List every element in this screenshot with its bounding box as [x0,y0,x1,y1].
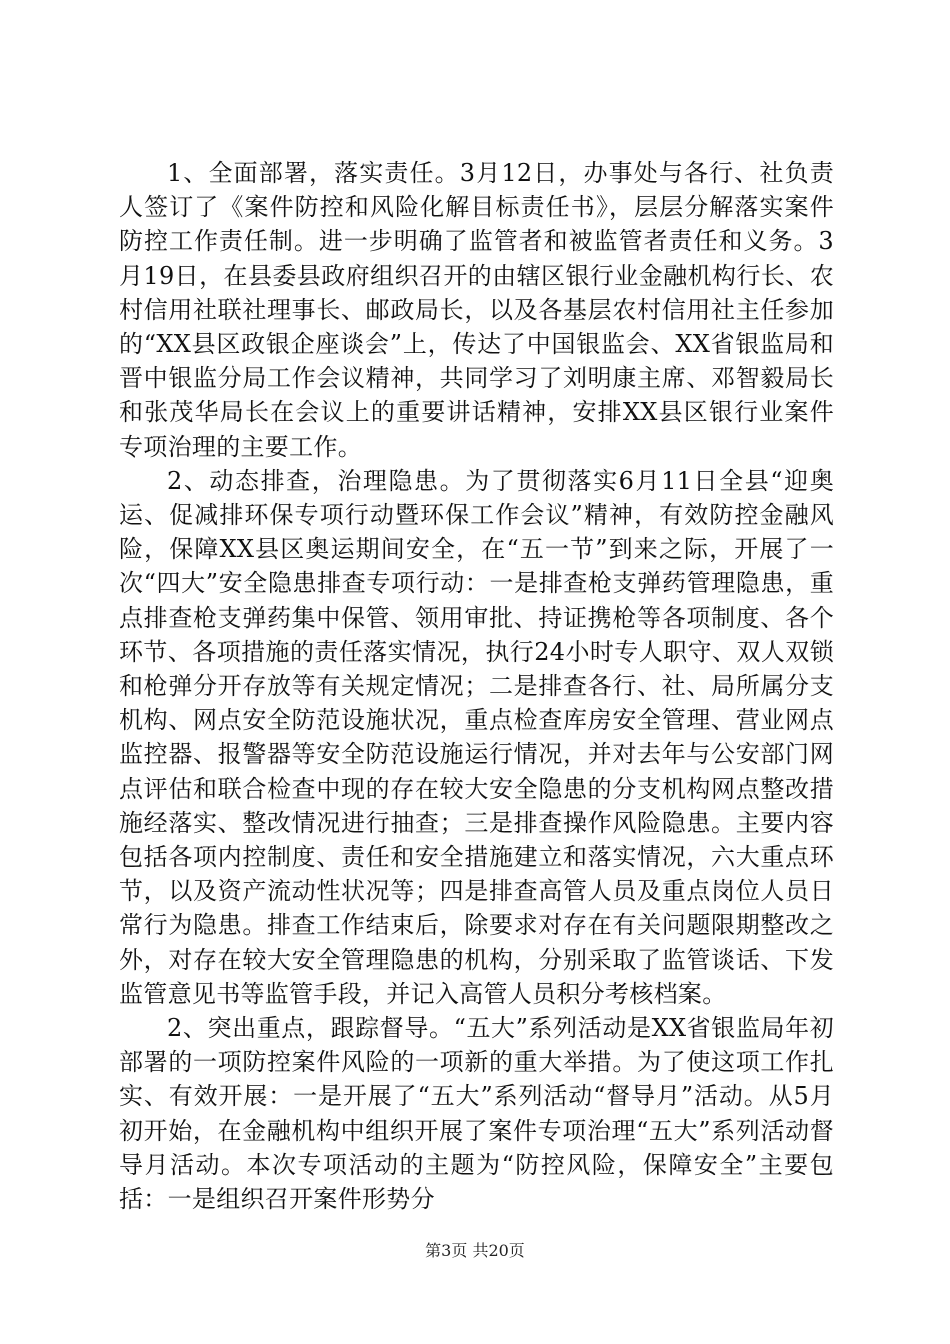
paragraph-comprehensive-deployment: 1、全面部署，落实责任。3月12日，办事处与各行、社负责人签订了《案件防控和风险化解目标责任书》，层层分解落实案件防控工作责任制。进一步明确了监管者和被监管者责任和义务。3月19日，在县委县政府组织召开的由辖区银行业金融机构行长、农村信用社联社理事长、邮政局长，以及各基层农村信用社主任参加的“XX县区政银企座谈会”上，传达了中国银监会、XX省银监局和晋中银监分局工作会议精神，共同学习了刘明康主席、邓智毅局长和张茂华局长在会议上的重要讲话精神，安排XX县区银行业案件专项治理的主要工作。 [119,159,834,461]
paragraph-key-supervision: 2、突出重点，跟踪督导。“五大”系列活动是XX省银监局年初部署的一项防控案件风险的一项新的重大举措。为了使这项工作扎实、有效开展：一是开展了“五大”系列活动“督导月”活动。从5月初开始，在金融机构中组织开展了案件专项治理“五大”系列活动督导月活动。本次专项活动的主题为“防控风险，保障安全”主要包括：一是组织召开案件形势分 [119,1014,834,1214]
paragraph-dynamic-inspection: 2、动态排查，治理隐患。为了贯彻落实6月11日全县“迎奥运、促减排环保专项行动暨环保工作会议”精神，有效防控金融风险，保障XX县区奥运期间安全，在“五一节”到来之际，开展了一次“四大”安全隐患排查专项行动：一是排查枪支弹药管理隐患，重点排查枪支弹药集中保管、领用审批、持证携枪等各项制度、各个环节、各项措施的责任落实情况，执行24小时专人职守、双人双锁和枪弹分开存放等有关规定情况；二是排查各行、社、局所属分支机构、网点安全防范设施状况，重点检查库房安全管理、营业网点监控器、报警器等安全防范设施运行情况，并对去年与公安部门网点评估和联合检查中现的存在较大安全隐患的分支机构网点整改措施经落实、整改情况进行抽查；三是排查操作风险隐患。主要内容包括各项内控制度、责任和安全措施建立和落实情况，六大重点环节，以及资产流动性状况等；四是排查高管人员及重点岗位人员日常行为隐患。排查工作结束后，除要求对存在有关问题限期整改之外，对存在较大安全管理隐患的机构，分别采取了监管谈话、下发监管意见书等监管手段，并记入高管人员积分考核档案。 [119,466,834,1008]
page-number-footer: 第3页 共20页 [425,1241,525,1260]
document-body [119,156,834,1216]
